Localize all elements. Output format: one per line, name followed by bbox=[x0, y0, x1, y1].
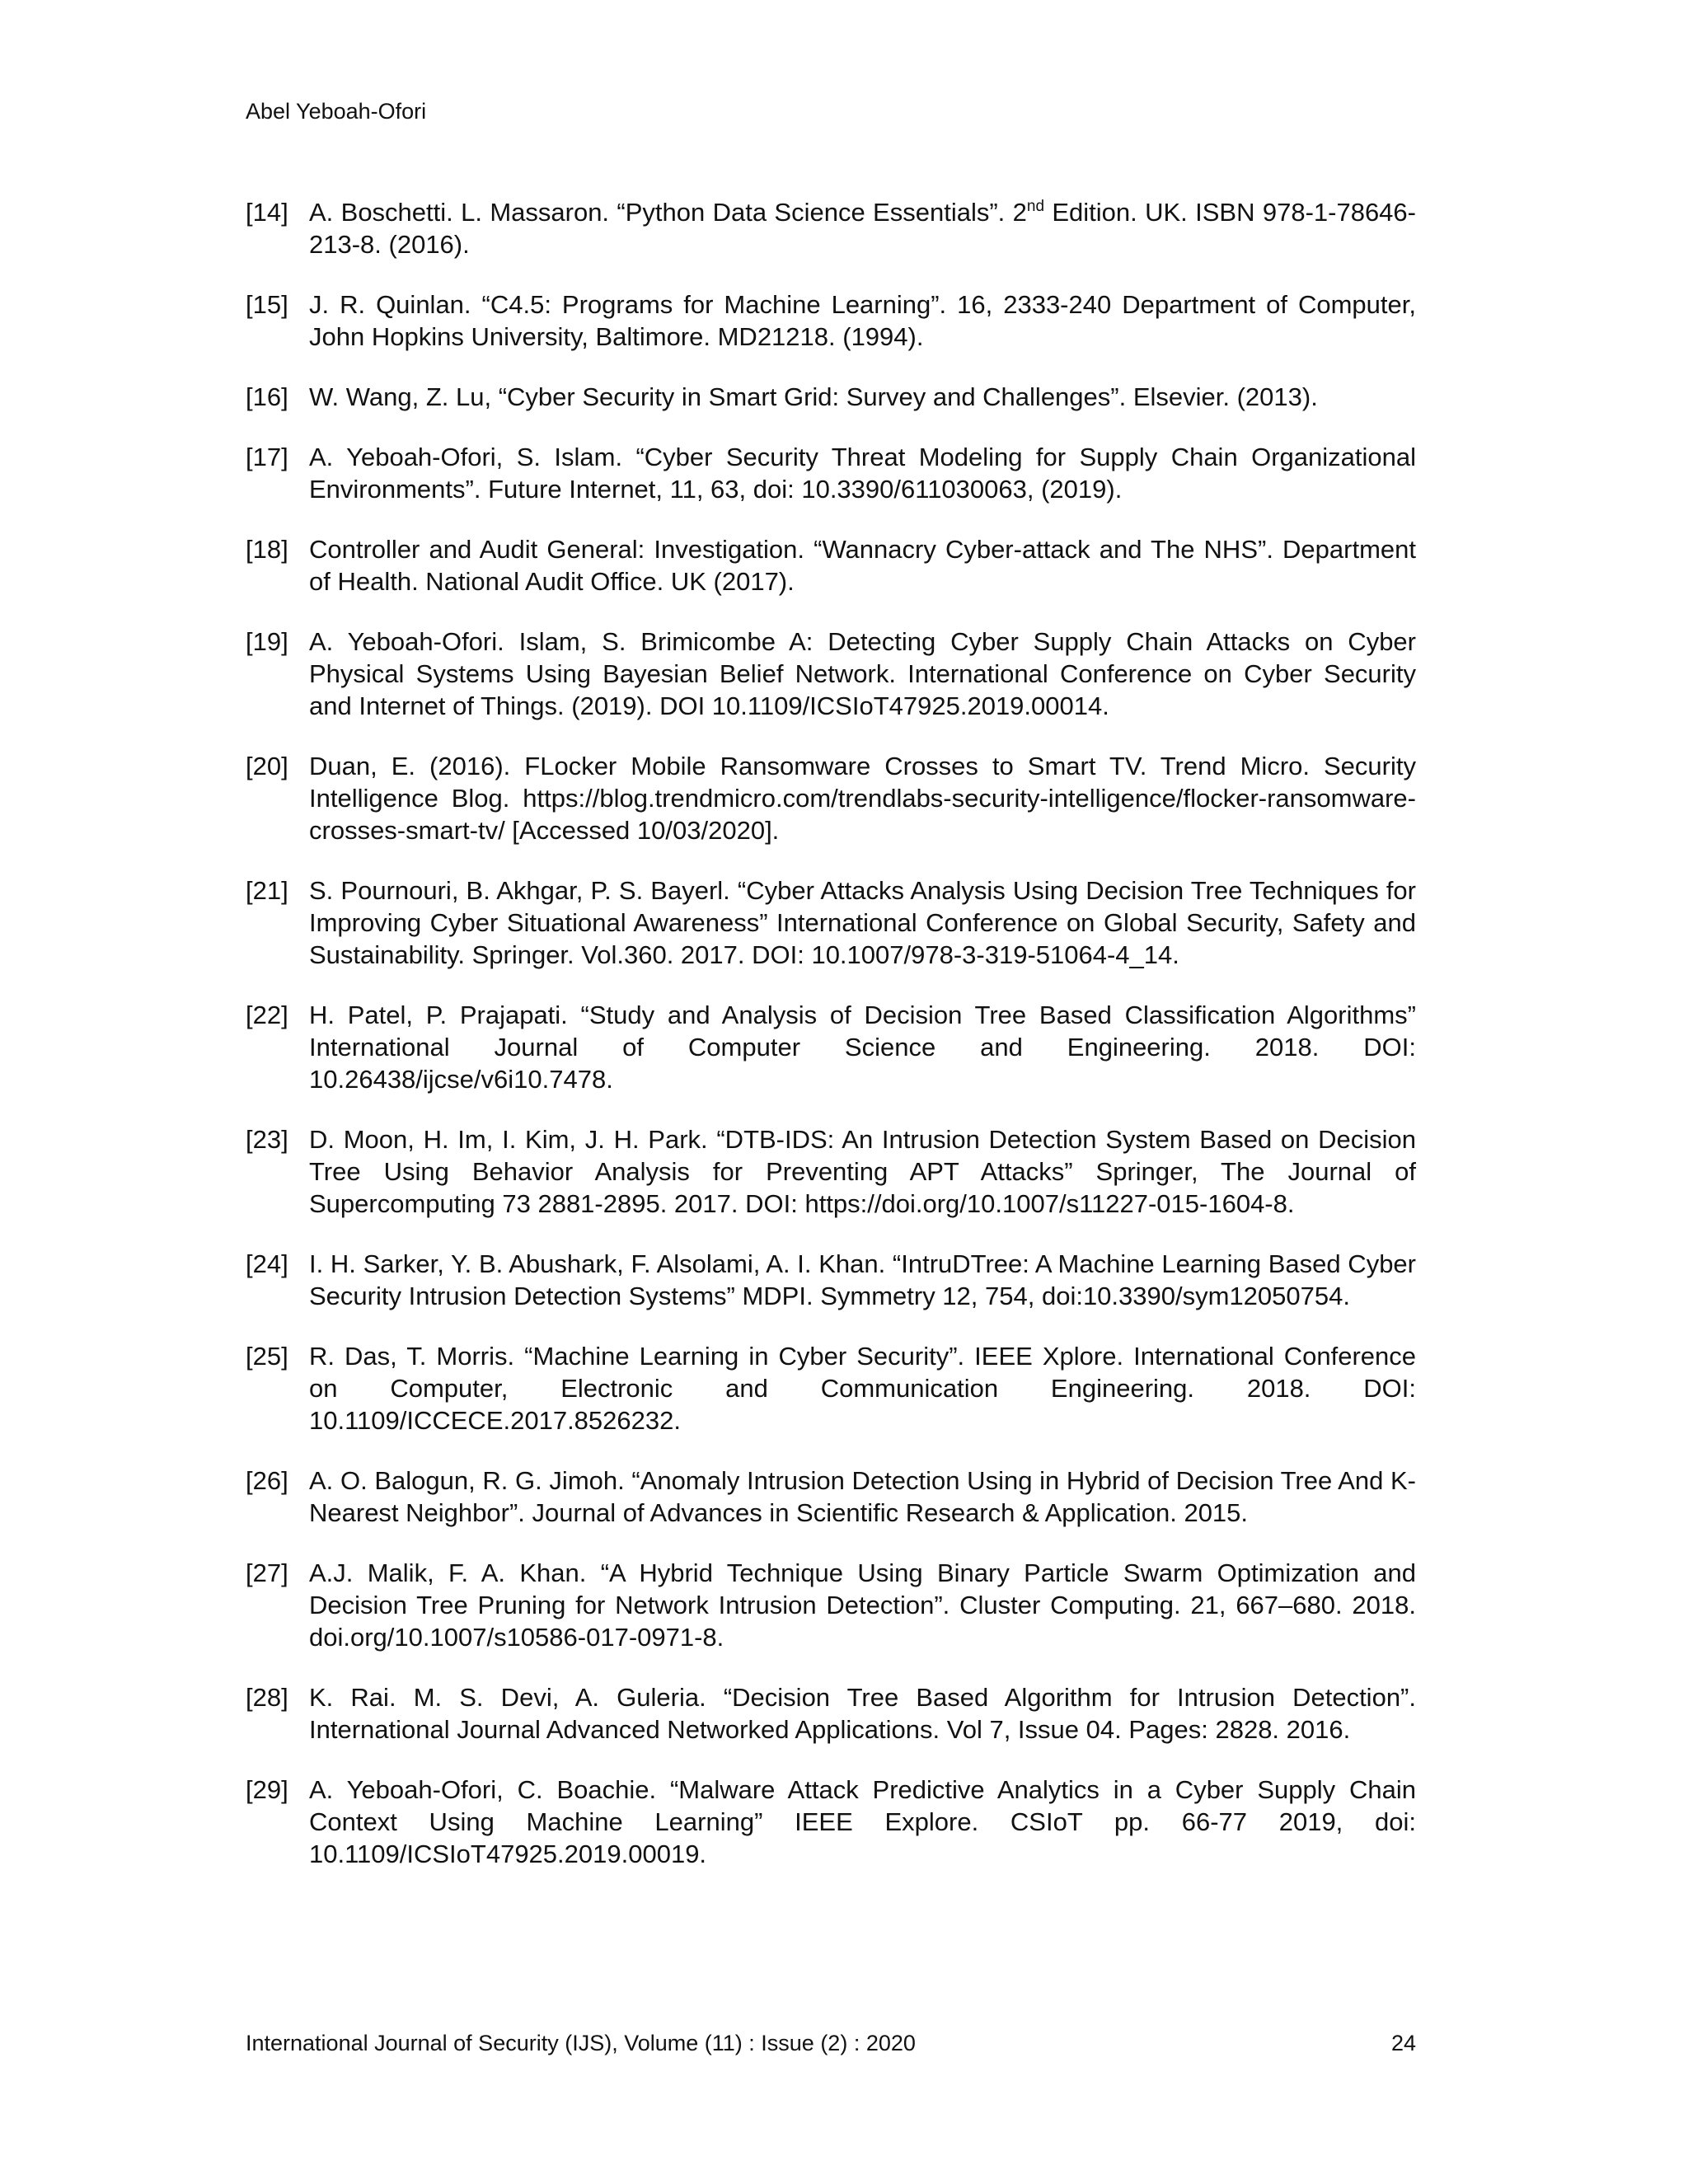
reference-number: [15] bbox=[246, 290, 288, 319]
reference-item bbox=[246, 999, 1416, 1095]
reference-number: [25] bbox=[246, 1342, 288, 1371]
reference-text: Controller and Audit General: Investigation. “Wannacry Cyber-attack and The NHS”. Department of Health. National Audit Office. UK (2017). bbox=[309, 535, 1416, 596]
reference-item bbox=[246, 874, 1416, 971]
reference-text-part: Edition. UK. ISBN 978-1-78646-213-8. (2016). bbox=[309, 198, 1416, 259]
reference-number: [23] bbox=[246, 1125, 288, 1154]
reference-number: [18] bbox=[246, 535, 288, 564]
reference-text: A. Yeboah-Ofori. Islam, S. Brimicombe A: Detecting Cyber Supply Chain Attacks on Cyber Physical Systems Using Bayesian Belief Network. International Conference on Cyber Security and Internet of Things. (2019). DOI 10.1109/ICSIoT47925.2019.00014. bbox=[309, 627, 1416, 720]
reference-text: J. R. Quinlan. “C4.5: Programs for Machine Learning”. 16, 2333-240 Department of Computer, John Hopkins University, Baltimore. MD21218. (1994). bbox=[309, 290, 1416, 351]
reference-text: A. Yeboah-Ofori, S. Islam. “Cyber Security Threat Modeling for Supply Chain Organizational Environments”. Future Internet, 11, 63, doi: 10.3390/611030063, (2019). bbox=[309, 443, 1416, 504]
reference-number: [22] bbox=[246, 1001, 288, 1029]
reference-item bbox=[246, 1774, 1416, 1870]
reference-text: Duan, E. (2016). FLocker Mobile Ransomware Crosses to Smart TV. Trend Micro. Security Intelligence Blog. https://blog.trendmicro.com/trendlabs-security-intelligence/flocker-ransomware-crosses-smart-tv/ [Accessed 10/03/2020]. bbox=[309, 752, 1416, 845]
reference-item bbox=[246, 626, 1416, 722]
reference-item bbox=[246, 381, 1416, 413]
reference-text: H. Patel, P. Prajapati. “Study and Analysis of Decision Tree Based Classification Algorithms” International Journal of Computer Science and Engineering. 2018. DOI: 10.26438/ijcse/v6i10.7478. bbox=[309, 1001, 1416, 1094]
reference-item bbox=[246, 1248, 1416, 1312]
reference-list bbox=[246, 196, 1416, 1898]
reference-text-part: A. Boschetti. L. Massaron. “Python Data Science Essentials”. 2 bbox=[309, 198, 1027, 227]
reference-text: A.J. Malik, F. A. Khan. “A Hybrid Technique Using Binary Particle Swarm Optimization and Decision Tree Pruning for Network Intrusion Detection”. Cluster Computing. 21, 667–680. 2018. doi.org/10.1007/s10586-017-0971-8. bbox=[309, 1558, 1416, 1652]
reference-text: S. Pournouri, B. Akhgar, P. S. Bayerl. “Cyber Attacks Analysis Using Decision Tree Techniques for Improving Cyber Situational Awareness” International Conference on Global Security, Safety and Sustainability. Springer. Vol.360. 2017. DOI: 10.1007/978-3-319-51064-4_14. bbox=[309, 876, 1416, 969]
reference-text: A. O. Balogun, R. G. Jimoh. “Anomaly Intrusion Detection Using in Hybrid of Decision Tree And K-Nearest Neighbor”. Journal of Advances in Scientific Research & Application. 2015. bbox=[309, 1466, 1416, 1527]
reference-number: [21] bbox=[246, 876, 288, 905]
reference-number: [24] bbox=[246, 1249, 288, 1278]
reference-number: [17] bbox=[246, 443, 288, 471]
reference-item bbox=[246, 196, 1416, 260]
reference-text bbox=[309, 196, 1416, 260]
reference-item bbox=[246, 441, 1416, 505]
reference-item bbox=[246, 1123, 1416, 1220]
reference-text: R. Das, T. Morris. “Machine Learning in Cyber Security”. IEEE Xplore. International Conference on Computer, Electronic and Communication Engineering. 2018. DOI: 10.1109/ICCECE.2017.8526232. bbox=[309, 1342, 1416, 1435]
running-header-author: Abel Yeboah-Ofori bbox=[246, 99, 427, 124]
reference-text: W. Wang, Z. Lu, “Cyber Security in Smart Grid: Survey and Challenges”. Elsevier. (2013). bbox=[309, 382, 1318, 411]
reference-item bbox=[246, 1681, 1416, 1746]
reference-number: [19] bbox=[246, 627, 288, 656]
reference-number: [20] bbox=[246, 752, 288, 780]
reference-item bbox=[246, 1465, 1416, 1529]
reference-text: A. Yeboah-Ofori, C. Boachie. “Malware Attack Predictive Analytics in a Cyber Supply Chain Context Using Machine Learning” IEEE Explore. CSIoT pp. 66-77 2019, doi: 10.1109/ICSIoT47925.2019.00019. bbox=[309, 1775, 1416, 1868]
footer-journal-citation: International Journal of Security (IJS), Volume (11) : Issue (2) : 2020 bbox=[246, 2031, 916, 2055]
reference-text: D. Moon, H. Im, I. Kim, J. H. Park. “DTB-IDS: An Intrusion Detection System Based on Decision Tree Using Behavior Analysis for Preventing APT Attacks” Springer, The Journal of Supercomputing 73 2881-2895. 2017. DOI: https://doi.org/10.1007/s11227-015-1604-8. bbox=[309, 1125, 1416, 1218]
reference-item bbox=[246, 288, 1416, 353]
reference-text: K. Rai. M. S. Devi, A. Guleria. “Decision Tree Based Algorithm for Intrusion Detection”. International Journal Advanced Networked Applications. Vol 7, Issue 04. Pages: 2828. 2016. bbox=[309, 1683, 1416, 1744]
reference-item bbox=[246, 533, 1416, 598]
ordinal-superscript: nd bbox=[1026, 198, 1045, 215]
reference-number: [14] bbox=[246, 198, 288, 227]
page-number: 24 bbox=[1390, 2031, 1416, 2055]
reference-number: [16] bbox=[246, 382, 288, 411]
reference-number: [29] bbox=[246, 1775, 288, 1804]
reference-number: [28] bbox=[246, 1683, 288, 1712]
reference-item bbox=[246, 750, 1416, 846]
reference-item bbox=[246, 1557, 1416, 1653]
reference-item bbox=[246, 1340, 1416, 1436]
reference-number: [27] bbox=[246, 1558, 288, 1587]
reference-text: I. H. Sarker, Y. B. Abushark, F. Alsolami, A. I. Khan. “IntruDTree: A Machine Learning Based Cyber Security Intrusion Detection Systems” MDPI. Symmetry 12, 754, doi:10.3390/sym12050754. bbox=[309, 1249, 1416, 1310]
reference-number: [26] bbox=[246, 1466, 288, 1495]
